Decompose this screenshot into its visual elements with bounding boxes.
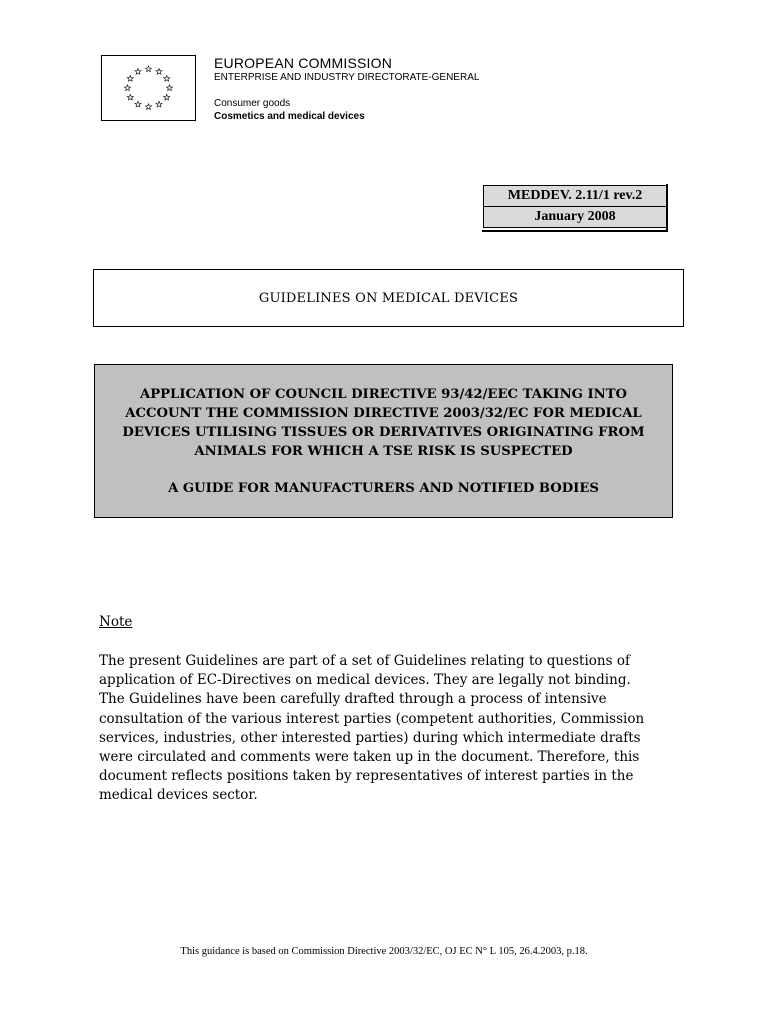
application-subtitle: A GUIDE FOR MANUFACTURERS AND NOTIFIED BODIES [168, 481, 599, 496]
guidelines-title: GUIDELINES ON MEDICAL DEVICES [258, 290, 519, 306]
document-date: January 2008 [484, 207, 667, 228]
star-icon [156, 68, 162, 74]
application-box [94, 364, 673, 518]
document-id: MEDDEV. 2.11/1 rev.2 [484, 186, 667, 207]
reference-table [483, 185, 667, 228]
star-icon [164, 75, 170, 81]
eu-flag-stars-icon [102, 56, 195, 120]
footnote: This guidance is based on Commission Directive 2003/32/EC, OJ EC N° L 105, 26.4.2003, p.18. [180, 946, 588, 957]
eu-logo [101, 55, 196, 121]
star-icon [145, 66, 151, 72]
star-icon [166, 85, 172, 91]
note-body: The present Guidelines are part of a set of Guidelines relating to questions of application of EC-Directives on medical devices. They are legally not binding. The Guidelines have been carefully drafted through a process of intensive consultation of the various interest parties (competent authorities, Commission services, industries, other interested parties) during which intermediate drafts were circulated and comments were taken up in the document. Therefore, this document reflects positions taken by representatives of interest parties in the medical devices sector. [99, 653, 645, 804]
star-icon [124, 85, 130, 91]
header-block [214, 55, 479, 123]
application-title: APPLICATION OF COUNCIL DIRECTIVE 93/42/EEC TAKING INTO ACCOUNT THE COMMISSION DIRECTIVE 2003/32/EC FOR MEDICAL DEVICES UTILISING TISSUES OR DERIVATIVES ORIGINATING FROM ANIMALS FOR WHICH A TSE RISK IS SUSPECTED [122, 387, 645, 459]
star-icon [145, 104, 151, 110]
star-icon [164, 94, 170, 100]
unit-line-2: Cosmetics and medical devices [214, 111, 365, 122]
guidelines-title-box [93, 269, 684, 327]
organization-name: EUROPEAN COMMISSION [214, 55, 393, 71]
directorate-name: ENTERPRISE AND INDUSTRY DIRECTORATE-GENERAL [214, 72, 480, 83]
unit-line-1: Consumer goods [214, 98, 291, 109]
star-icon [127, 75, 133, 81]
star-icon [135, 68, 141, 74]
note-heading: Note [99, 614, 133, 630]
star-icon [127, 94, 133, 100]
star-icon [135, 101, 141, 107]
star-icon [156, 101, 162, 107]
